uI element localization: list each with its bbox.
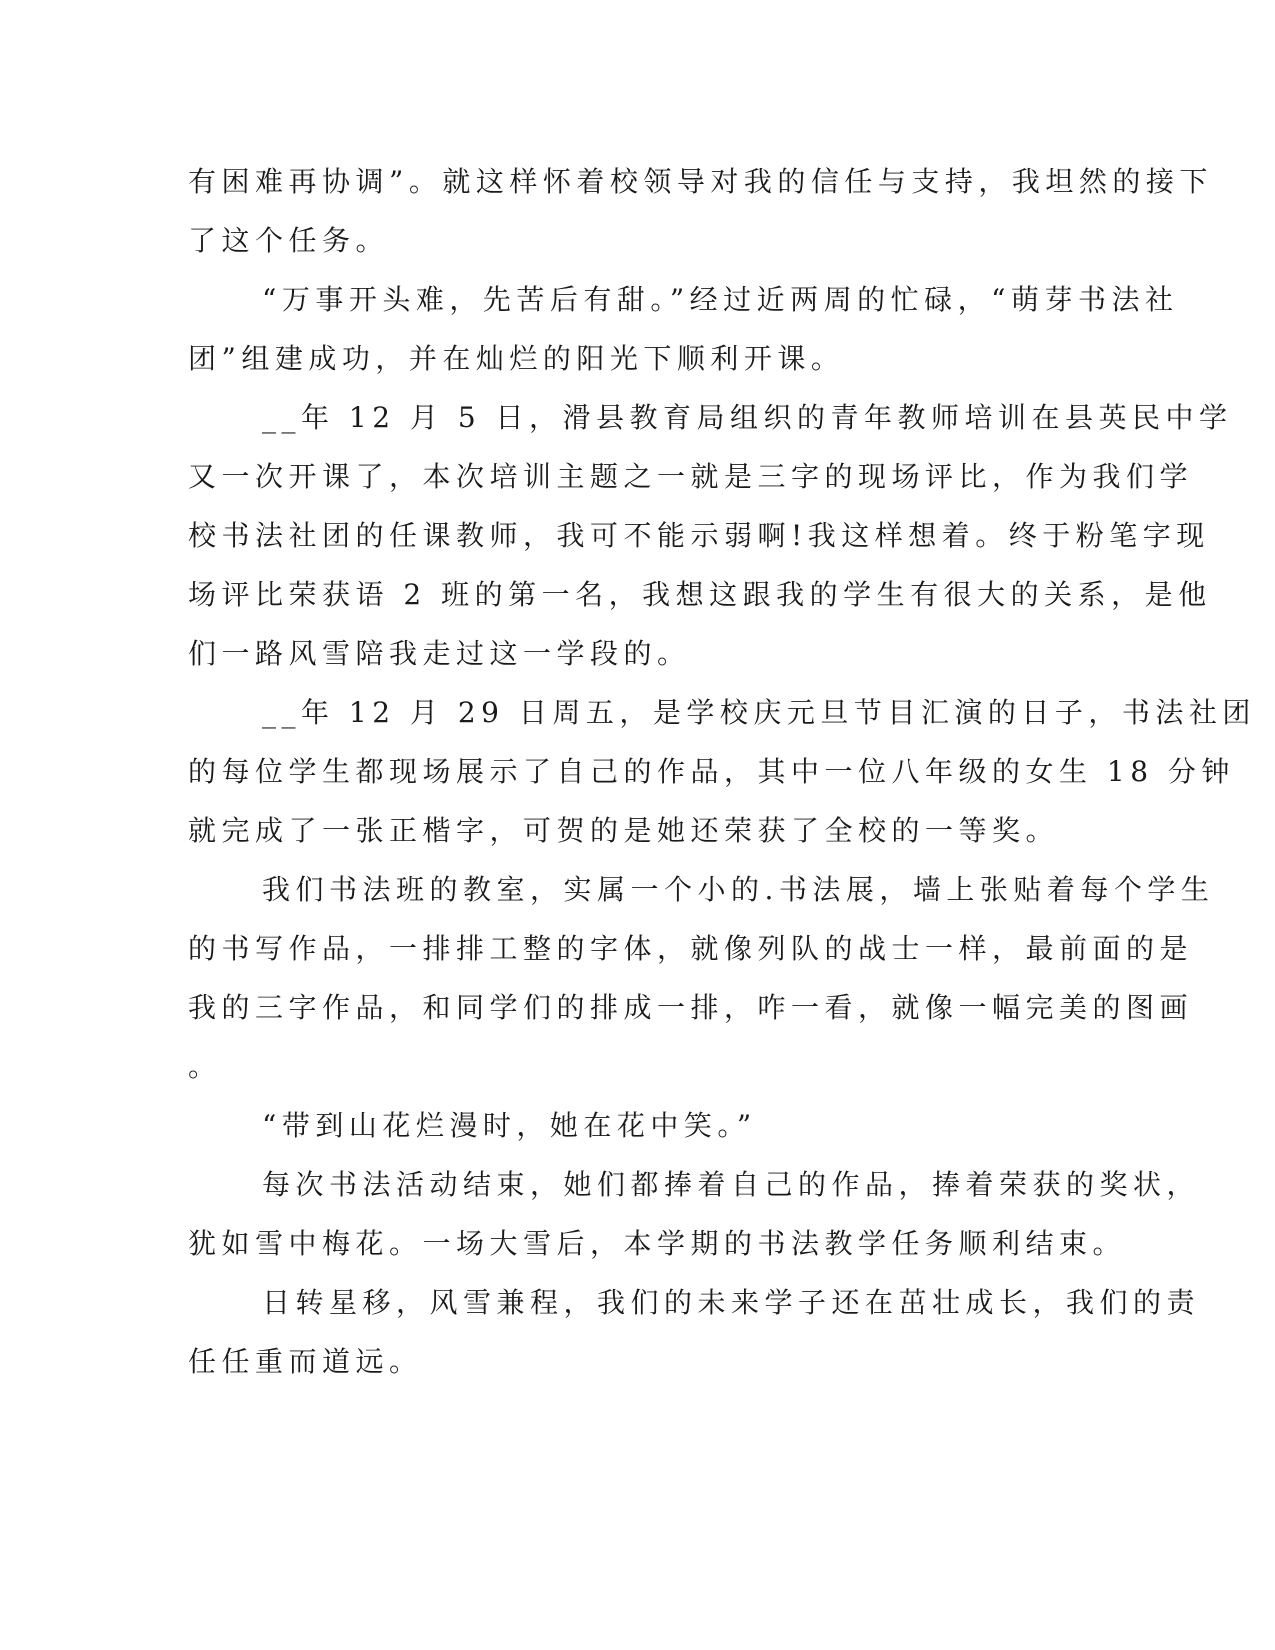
- text-line: 的书写作品，一排排工整的字体，就像列队的战士一样，最前面的是: [188, 932, 1194, 965]
- text-line: 校书法社团的任课教师，我可不能示弱啊!我这样想着。终于粉笔字现: [188, 519, 1210, 552]
- text-line: 有困难再协调”。就这样怀着校领导对我的信任与支持，我坦然的接下: [188, 165, 1213, 198]
- text-line: 团”组建成功，并在灿烂的阳光下顺利开课。: [188, 342, 845, 375]
- paragraph-start-line: __年 12 月 29 日周五，是学校庆元旦节目汇演的日子，书法社团: [262, 696, 1256, 729]
- text-line: 了这个任务。: [188, 224, 390, 257]
- text-line: 场评比荣获语 2 班的第一名，我想这跟我的学生有很大的关系，是他: [188, 578, 1212, 611]
- paragraph-start-line: “带到山花烂漫时，她在花中笑。”: [262, 1109, 757, 1142]
- text-line: 们一路风雪陪我走过这一学段的。: [188, 637, 691, 670]
- text-line: 犹如雪中梅花。一场大雪后，本学期的书法教学任务顺利结束。: [188, 1227, 1127, 1260]
- text-line: 又一次开课了，本次培训主题之一就是三字的现场评比，作为我们学: [188, 460, 1194, 493]
- paragraph-start-line: 日转星移，风雪兼程，我们的未来学子还在茁壮成长，我们的责: [262, 1286, 1201, 1319]
- text-line: 我的三字作品，和同学们的排成一排，咋一看，就像一幅完美的图画: [188, 991, 1194, 1024]
- text-line: 的每位学生都现场展示了自己的作品，其中一位八年级的女生 18 分钟: [188, 755, 1235, 788]
- paragraph-start-line: “万事开头难，先苦后有甜。”经过近两周的忙碌，“萌芽书法社: [262, 283, 1179, 316]
- text-line: 任任重而道远。: [188, 1345, 423, 1378]
- paragraph-start-line: 每次书法活动结束，她们都捧着自己的作品，捧着荣获的奖状，: [262, 1168, 1201, 1201]
- text-line: 。: [188, 1050, 222, 1083]
- paragraph-start-line: 我们书法班的教室，实属一个小的.书法展，墙上张贴着每个学生: [262, 873, 1215, 906]
- paragraph-start-line: __年 12 月 5 日，滑县教育局组织的青年教师培训在县英民中学: [262, 401, 1233, 434]
- text-line: 就完成了一张正楷字，可贺的是她还荣获了全校的一等奖。: [188, 814, 1060, 847]
